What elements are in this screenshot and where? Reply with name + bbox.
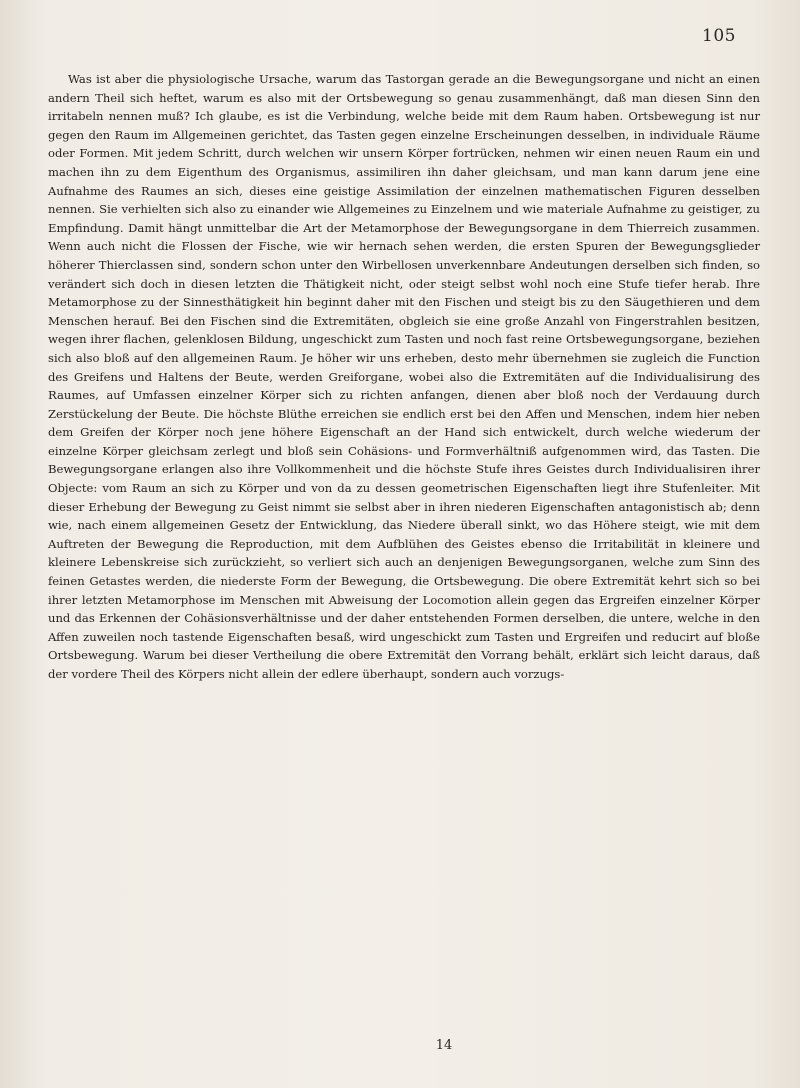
body-text: [48, 70, 760, 684]
signature-number: 14: [435, 1038, 453, 1053]
signature-mark: [0, 1038, 800, 1053]
paragraph: Was ist aber die physiologische Ursache, warum das Tastorgan gerade an die Bewegungsorgane und nicht an einen andern Theil sich heftet, warum es also mit der Ortsbewegung so genau zusammenhängt, daß man diesen Sinn den irritabeln nennen muß? Ich glaube, es ist die Verbindung, welche beide mit dem Raum haben. Ortsbewegung ist nur gegen den Raum im Allgemeinen gerichtet, das Tasten gegen einzelne Erscheinungen desselben, in individuale Räume oder Formen. Mit jedem Schritt, durch welchen wir unsern Körper fortrücken, nehmen wir einen neuen Raum ein und machen ihn zu dem Eigenthum des Organismus, assimiliren ihn daher gleichsam, und man kann darum jene eine Aufnahme des Raumes an sich, dieses eine geistige Assimilation der einzelnen mathematischen Figuren desselben nennen. Sie verhielten sich also zu einander wie Allgemeines zu Einzelnem und wie materiale Aufnahme zu geistiger, zu Empfindung. Damit hängt unmittelbar die Art der Metamorphose der Bewegungsorgane in dem Thierreich zusammen. Wenn auch nicht die Flossen der Fische, wie wir hernach sehen werden, die ersten Spuren der Bewegungsglieder höherer Thierclassen sind, sondern schon unter den Wirbellosen unverkennbare Andeutungen derselben sich finden, so verändert sich doch in diesen letzten die Thätigkeit nicht, oder steigt selbst wohl noch eine Stufe tiefer herab. Ihre Metamorphose zu der Sinnesthätigkeit hin beginnt daher mit den Fischen und steigt bis zu den Säugethieren und dem Menschen herauf. Bei den Fischen sind die Extremitäten, obgleich sie eine große Anzahl von Fingerstrahlen besitzen, wegen ihrer flachen, gelenklosen Bildung, ungeschickt zum Tasten und noch fast reine Ortsbewegungsorgane, beziehen sich also bloß auf den allgemeinen Raum. Je höher wir uns erheben, desto mehr übernehmen sie zugleich die Function des Greifens und Haltens der Beute, werden Greiforgane, wobei also die Extremitäten auf die Individualisirung des Raumes, auf Umfassen einzelner Körper sich zu richten anfangen, dienen aber bloß noch der Verdauung durch Zerstückelung der Beute. Die höchste Blüthe erreichen sie endlich erst bei den Affen und Menschen, indem hier neben dem Greifen der Körper noch jene höhere Eigenschaft an der Hand sich entwickelt, durch welche wiederum der einzelne Körper gleichsam zerlegt und bloß sein Cohäsions- und Formverhältniß aufgenommen wird, das Tasten. Die Bewegungsorgane erlangen also ihre Vollkommenheit und die höchste Stufe ihres Geistes durch Individualisiren ihrer Objecte: vom Raum an sich zu Körper und von da zu dessen geometrischen Eigenschaften liegt ihre Stufenleiter. Mit dieser Erhebung der Bewegung zu Geist nimmt sie selbst aber in ihren niederen Eigenschaften antagonistisch ab; denn wie, nach einem allgemeinen Gesetz der Entwicklung, das Niedere überall sinkt, wo das Höhere steigt, wie mit dem Auftreten der Bewegung die Reproduction, mit dem Aufblühen des Geistes ebenso die Irritabilität in kleinere und kleinere Lebenskreise sich zurückzieht, so verliert sich auch an denjenigen Bewegungsorganen, welche zum Sinn des feinen Getastes werden, die niederste Form der Bewegung, die Ortsbewegung. Die obere Extremität kehrt sich so bei ihrer letzten Metamorphose im Menschen mit Abweisung der Locomotion allein gegen das Ergreifen einzelner Körper und das Erkennen der Cohäsionsverhältnisse und der daher entstehenden Formen derselben, die untere, welche in den Affen zuweilen noch tastende Eigenschaften besaß, wird ungeschickt zum Tasten und Ergreifen und reducirt auf bloße Ortsbewegung. Warum bei dieser Vertheilung die obere Extremität den Vorrang behält, erklärt sich leicht daraus, daß der vordere Theil des Körpers nicht allein der edlere überhaupt, sondern auch vorzugs-: [48, 72, 760, 681]
page-number: 105: [702, 26, 736, 46]
